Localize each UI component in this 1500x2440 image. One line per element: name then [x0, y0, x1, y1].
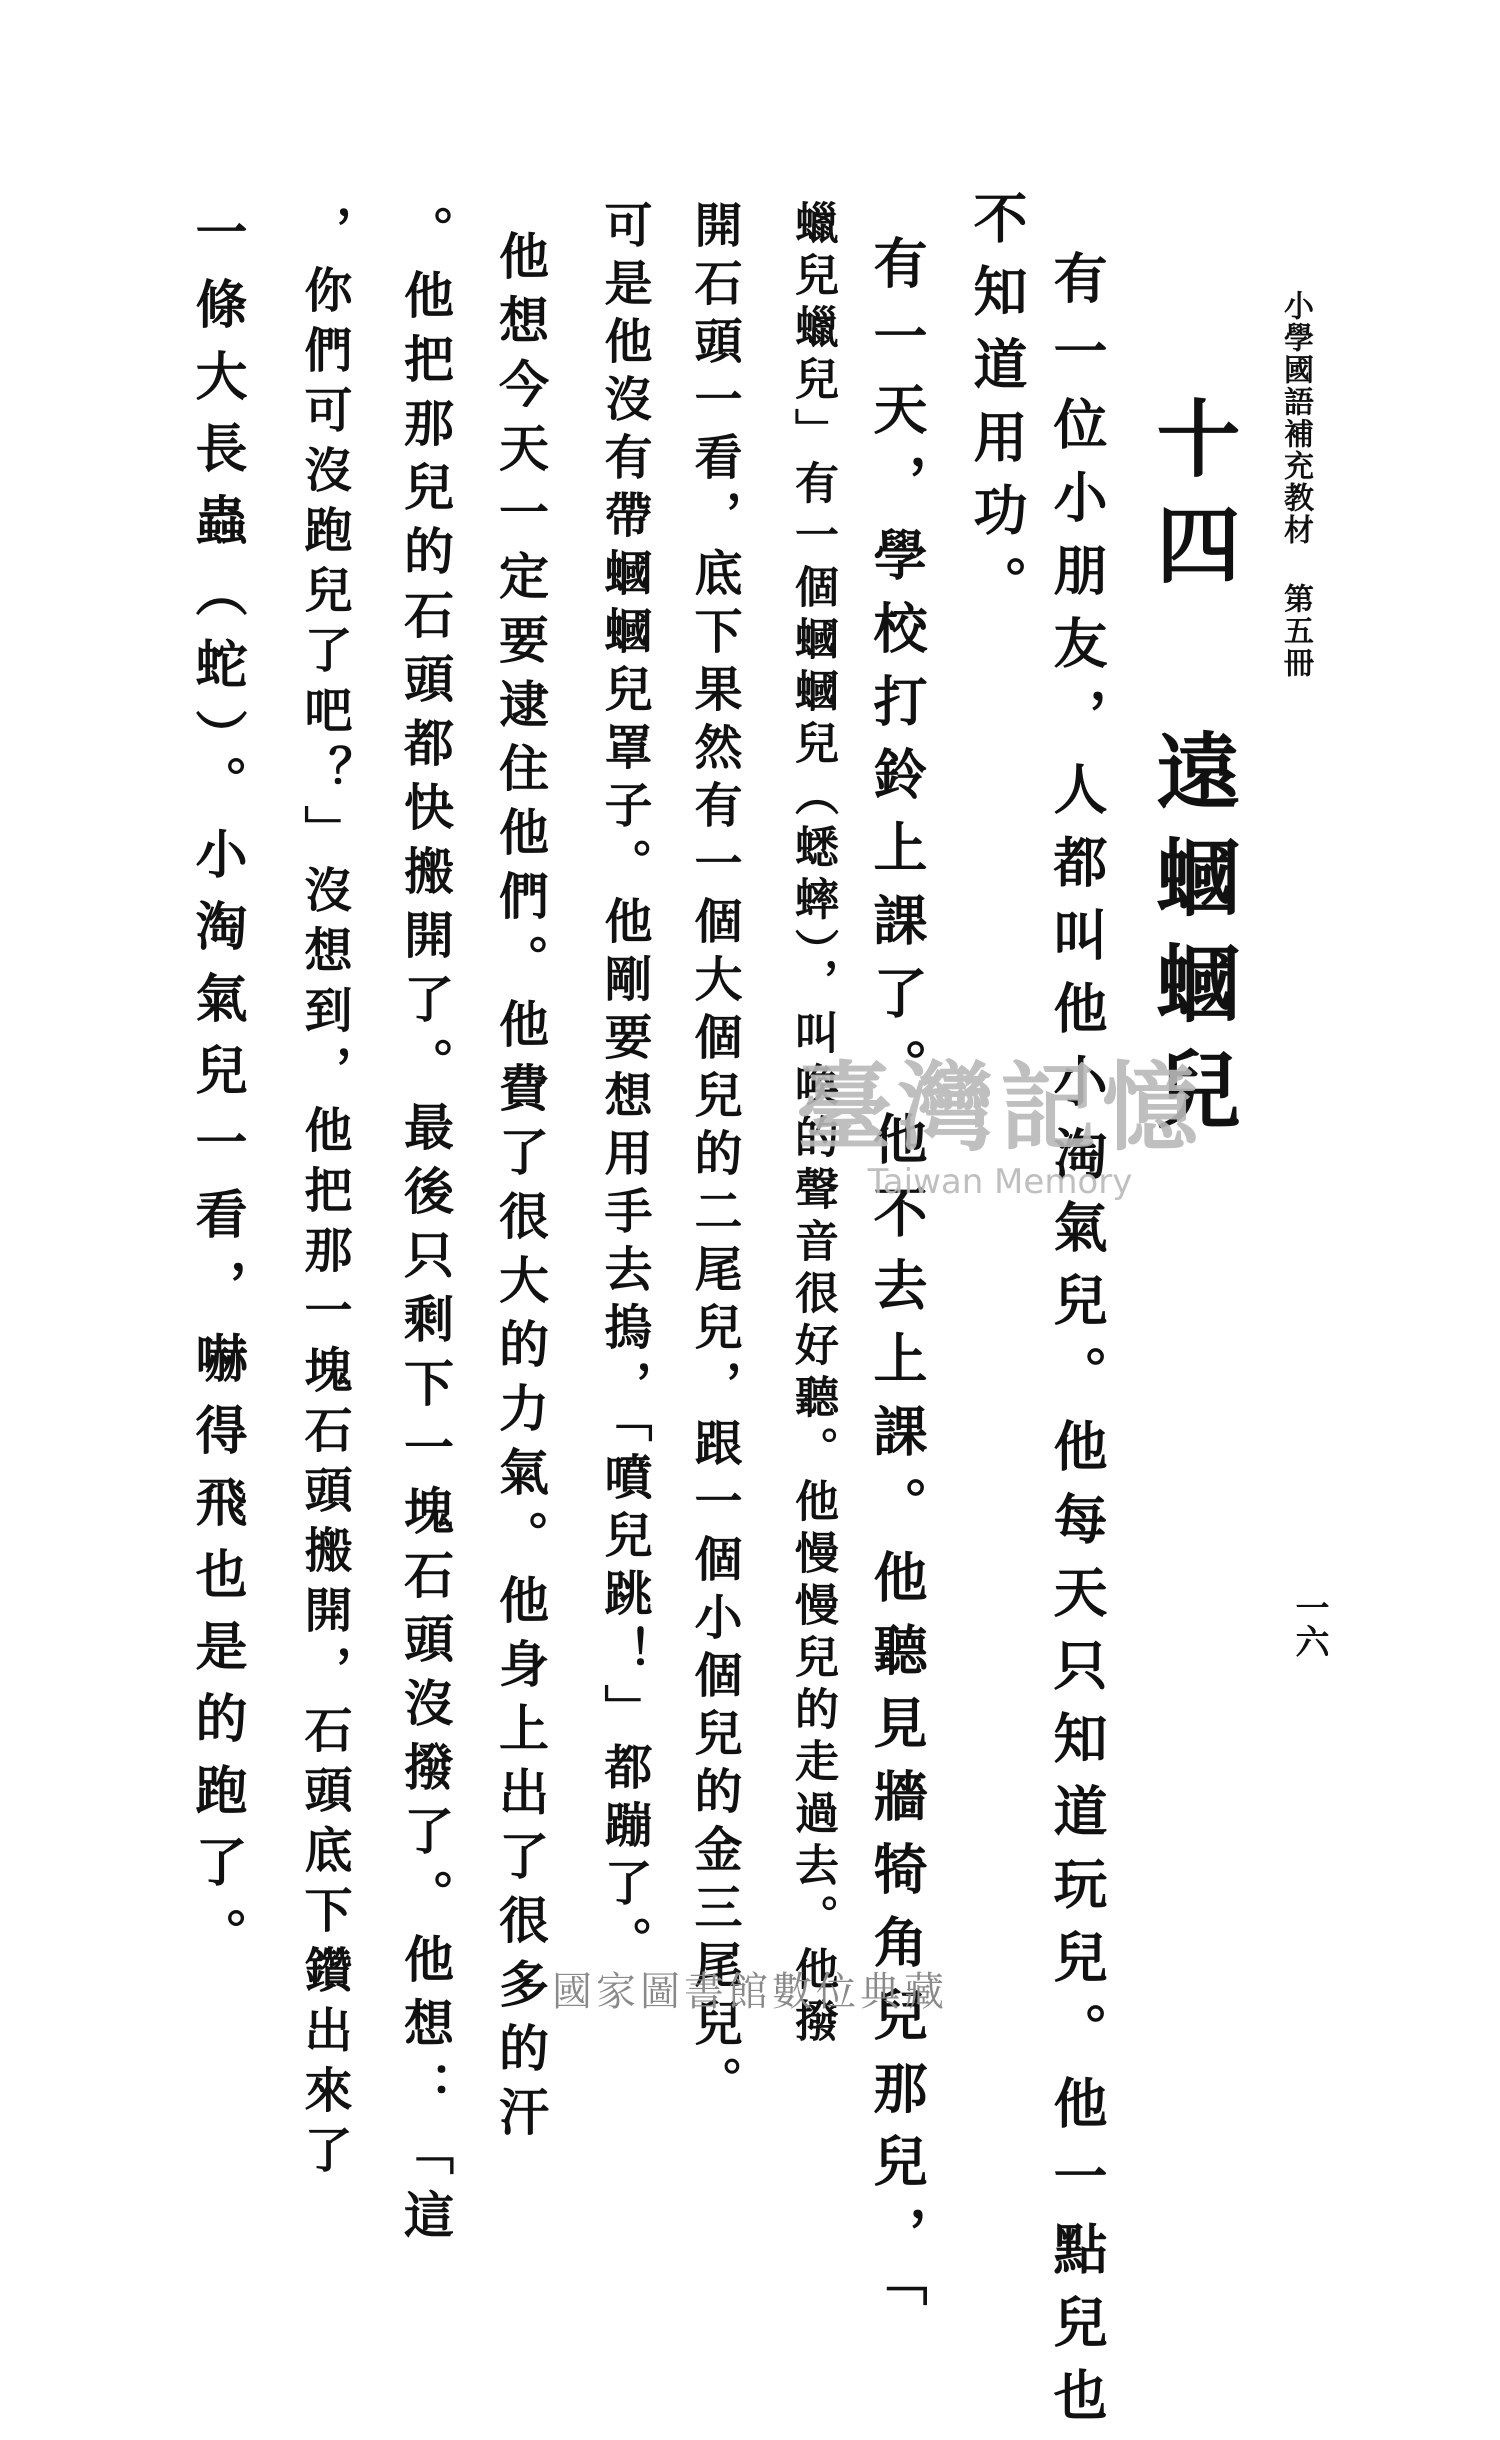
text-line-2: 不知道用功。 — [965, 190, 1029, 628]
lesson-title: 十四 遠蟈蟈兒 — [1143, 395, 1242, 1152]
page-number: 一六 — [1289, 1590, 1329, 1658]
text-line-4: 蠟兒蠟兒」有一個蟈蟈兒（蟋蟀），叫喚的聲音很好聽。他慢慢兒的走過去。他撥 — [787, 200, 838, 2050]
watermark-main-text: 臺灣記憶 — [796, 1051, 1204, 1164]
book-title-header: 小學國語補充教材 第五冊 — [1278, 290, 1313, 679]
watermark — [770, 1051, 1230, 1202]
text-line-9: ，你們可沒跑兒了吧？」沒想到，他把那一塊石頭搬開，石頭底下鑽出來了 — [296, 205, 352, 2185]
text-line-3: 有一天，學校打鈴上課了。他不去上課。他聽見牆犄角兒那兒，「 — [865, 235, 929, 2325]
watermark-sub-text: Taiwan Memory — [867, 1162, 1133, 1202]
text-line-6: 可是他沒有帶蟈蟈兒罩子。他剛要想用手去摀，「噴兒跳！」都蹦了。 — [596, 200, 652, 1974]
text-line-8: 。他把那兒的石頭都快搬開了。最後只剩下一塊石頭沒撥了。他想：「這 — [396, 205, 455, 2253]
text-line-7: 他想今天一定要逮住他們。他費了很大的力氣。他身上出了很多的汗 — [491, 230, 550, 2150]
text-line-1: 有一位小朋友，人都叫他小淘氣兒。他每天只知道玩兒。他一點兒也 — [1045, 250, 1109, 2440]
footer-credit: 國家圖書館數位典藏 — [552, 1969, 948, 2015]
text-line-5: 開石頭一看，底下果然有一個大個兒的二尾兒，跟一個小個兒的金三尾兒。 — [686, 200, 742, 2114]
text-line-10: 一條大長蟲（蛇）。小淘氣兒一看，嚇得飛也是的跑了。 — [186, 205, 247, 1979]
